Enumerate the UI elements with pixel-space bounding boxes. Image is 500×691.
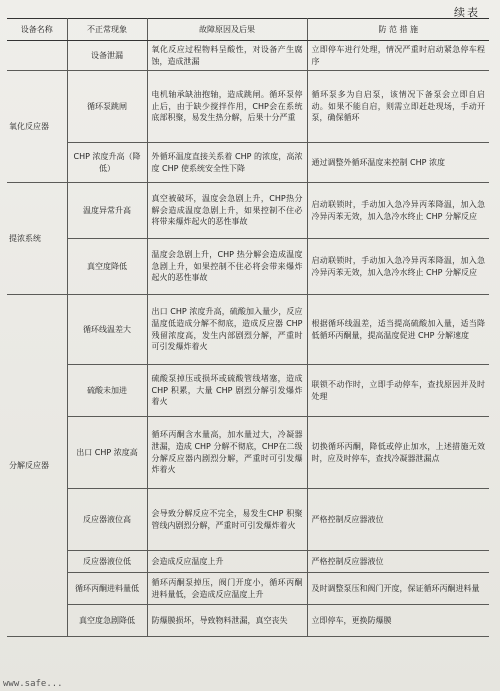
table-row [7, 573, 489, 605]
cause-cell: 电机轴承缺油抱轴，造成跳闸。循环泵停止后，由于缺少搅拌作用，CHP会在系统底部积聚，易发生热分解，后果十分严重 [147, 71, 307, 143]
equipment-cell [7, 41, 67, 71]
table-row [7, 143, 489, 183]
measure-cell: 启动联锁时，手动加入急冷异丙苯降温，加入急冷异丙苯无效，加入急冷水终止 CHP 分解反应 [307, 239, 489, 295]
condition-cell: 反应器液位高 [67, 489, 147, 551]
measure-cell: 通过调整外循环温度来控制 CHP 浓度 [307, 143, 489, 183]
table-row [7, 183, 489, 239]
cause-cell: 循环丙酮泵掉压，阀门开度小，循环丙酮进料量低，会造成反应温度上升 [147, 573, 307, 605]
cause-cell: 出口 CHP 浓度升高，硫酸加入量少，反应温度低造成分解不彻底，造成反应器 CHP 残留浓度高，发生内部剧烈分解，严重时可引发爆炸着火 [147, 295, 307, 365]
measure-cell: 严格控制反应器液位 [307, 489, 489, 551]
cause-cell: 防爆膜损坏，导致物料泄漏，真空丧失 [147, 605, 307, 637]
condition-cell: 循环泵跳闸 [67, 71, 147, 143]
condition-cell: 设备泄漏 [67, 41, 147, 71]
equipment-cell: 分解反应器 [7, 295, 67, 637]
measure-cell: 联锁不动作时，立即手动停车，查找原因并及时处理 [307, 365, 489, 417]
measure-cell: 及时调整泵压和阀门开度，保证循环丙酮进料量 [307, 573, 489, 605]
table-row [7, 605, 489, 637]
condition-cell: 循环丙酮进料量低 [67, 573, 147, 605]
measure-cell: 切换循环丙酮，降低或停止加水，上述措施无效时，应及时停车，查找冷凝器泄漏点 [307, 417, 489, 489]
table-row [7, 551, 489, 573]
cause-cell: 温度会急剧上升，CHP 热分解会造成温度急剧上升，如果控制不住必将会带来爆炸起火的恶性事故 [147, 239, 307, 295]
table-row [7, 489, 489, 551]
condition-cell: 出口 CHP 浓度高 [67, 417, 147, 489]
table-header-row [7, 19, 489, 41]
cause-cell: 循环丙酮含水量高，加水量过大，冷凝器泄漏，造成 CHP 分解不彻底，CHP在二级分解反应器内剧烈分解，严重时可引发爆炸着火 [147, 417, 307, 489]
hazard-table [7, 18, 489, 637]
cause-cell: 硫酸泵掉压或损坏或硫酸管线堵塞，造成 CHP 积累，大量 CHP 剧烈分解引发爆炸着火 [147, 365, 307, 417]
site-watermark: www.safe... [3, 679, 63, 689]
table-row [7, 41, 489, 71]
equipment-cell: 提浓系统 [7, 183, 67, 295]
condition-cell: 真空度降低 [67, 239, 147, 295]
header-measure: 防 范 措 施 [307, 19, 489, 41]
equipment-cell: 氧化反应器 [7, 71, 67, 183]
condition-cell: 真空度急剧降低 [67, 605, 147, 637]
header-cause: 故障原因及后果 [147, 19, 307, 41]
cause-cell: 会造成反应温度上升 [147, 551, 307, 573]
table-row [7, 417, 489, 489]
table-row [7, 295, 489, 365]
continued-table-label: 续表 [454, 6, 480, 19]
cause-cell: 外循环温度直接关系着 CHP 的浓度，高浓度 CHP 使系统安全性下降 [147, 143, 307, 183]
condition-cell: 反应器液位低 [67, 551, 147, 573]
measure-cell: 严格控制反应器液位 [307, 551, 489, 573]
condition-cell: 循环线温差大 [67, 295, 147, 365]
table-row [7, 239, 489, 295]
measure-cell: 立即停车，更换防爆膜 [307, 605, 489, 637]
cause-cell: 真空被破坏，温度会急剧上升，CHP热分解会造成温度急剧上升，如果控制不住必将带来爆炸起火的恶性事故 [147, 183, 307, 239]
measure-cell: 循环泵多为自启泵，该情况下备泵会立即自启动。如果不能自启，则需立即赶赴现场，手动开泵，确保循环 [307, 71, 489, 143]
measure-cell: 启动联锁时，手动加入急冷异丙苯降温，加入急冷异丙苯无效，加入急冷水终止 CHP 分解反应 [307, 183, 489, 239]
measure-cell: 立即停车进行处理，情况严重时启动紧急停车程序 [307, 41, 489, 71]
measure-cell: 根据循环线温差，适当提高硫酸加入量，适当降低循环丙酮量，提高温度促进 CHP 分解速度 [307, 295, 489, 365]
cause-cell: 会导致分解反应不完全，易发生CHP 积聚管线内剧烈分解，严重时可引发爆炸着火 [147, 489, 307, 551]
table-row [7, 71, 489, 143]
table-row [7, 365, 489, 417]
header-condition: 不正常现象 [67, 19, 147, 41]
cause-cell: 氧化反应过程物料呈酸性，对设备产生腐蚀，造成泄漏 [147, 41, 307, 71]
condition-cell: 温度异常升高 [67, 183, 147, 239]
condition-cell: CHP 浓度升高（降低） [67, 143, 147, 183]
header-equipment: 设备名称 [7, 19, 67, 41]
condition-cell: 硫酸未加进 [67, 365, 147, 417]
